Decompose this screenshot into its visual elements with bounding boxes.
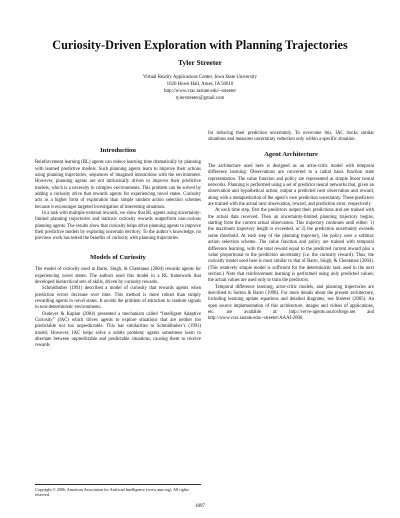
- paragraph: for reducing their prediction uncertainty. To overcome this, IAC tracks similar situations and measures uncertainty reduction only within a specific situation.: [208, 131, 374, 143]
- paragraph: In a task with multiple external rewards, we show that RL agents using uncertainty-limited planning trajectories and intrinsic curiosity rewards outperform non-curious planning agents. The results show that curiosity helps drive planning agents to improve their predictive models by exploring uncertain territory. To the author’s knowledge, no previous work has tested the benefits of curiosity with planning trajectories.: [35, 211, 201, 242]
- affiliation-url[interactable]: http://www.vrac.iastate.edu/~streeter: [164, 89, 236, 95]
- author-name: Tyler Streeter: [178, 58, 222, 67]
- section-heading-introduction: Introduction: [100, 147, 136, 154]
- affiliation-block: [0, 74, 400, 102]
- affiliation-email[interactable]: tylerstreeter@gmail.com: [175, 96, 225, 102]
- paragraph: Oudeyer & Kaplan (2004) presented a mechanism called “Intelligent Adaptive Curiosity” (IAC) which drives agents to explore situations that are neither too predictable nor too unpredictable. This has similarities to Schmidhuber’s (1991) model; However, IAC helps solve a subtle problem; agents sometimes learn to alternate between unpredictable and predictable situations, causing them to receive rewards: [35, 311, 201, 349]
- affiliation-line: 1620 Howe Hall, Ames, IA 50010: [166, 82, 234, 88]
- paragraph: Temporal difference learning, actor-critic models, and planning trajectories are described in Sutton & Barto (1998). For more details about the present architecture, including learning update equations and detailed diagrams, see Streeter (2005). An open source implementation of this architecture, images and videos of applications, etc. are available at: http://verve-agents.sourceforge.net and http://www.vrac.iastate.edu/~streeter/AAAI-2006.: [208, 284, 374, 322]
- section-heading-models: Models of Curiosity: [90, 253, 146, 261]
- affiliation-line: Virtual Reality Applications Center, Iowa State University: [142, 75, 257, 80]
- paragraph: The model of curiosity used in Barto, Singh, & Chentanez (2004) rewards agents for experiencing novel states. The authors used this model in a RL framework that developed hierarchical sets of skills, driven by curiosity rewards.: [35, 267, 201, 285]
- paragraph: Reinforcement learning (RL) agents can reduce learning time dramatically by planning with learned predictive models. Such planning agents learn to improve their actions using planning trajectories, sequences of imagined interactions with the environment. However, planning agents are not intrinsically driven to improve their predictive models, which is a necessity in complex environments. This problem can be solved by adding a curiosity drive that rewards agents for experiencing novel states. Curiosity acts as a higher form of exploration than simple random action selection schemes because it encourages targeted investigation of interesting situations.: [35, 160, 201, 210]
- paragraph: At each time step, first the predictors output their predictions and are trained with the actual data received. Then an uncertainty-limited planning trajectory begins, starting from the current actual observation. This trajectory continues until either: 1) the maximum trajectory length is exceeded, or 2) the prediction uncertainty exceeds some threshold. At each step of the planning trajectory, the policy uses a softmax action selection scheme. The value function and policy are trained with temporal difference learning, with the total reward equal to the predicted current reward plus a value proportional to the prediction uncertainty (i.e. the curiosity reward). Thus, the curiosity model used here is most similar to that of Barto, Singh, & Chentanez (2004). (This relatively simple model is sufficient for the deterministic task used in the next section.) Note that reinforcement learning is performed using only predicted values; the actual values are used only to train the predictors.: [208, 208, 374, 284]
- section-heading-architecture: Agent Architecture: [264, 150, 318, 158]
- page-number: 1897: [195, 504, 205, 509]
- paragraph: Schmidhuber (1991) described a model of curiosity that rewards agents when prediction errors decrease over time. This method is more robust than simply rewarding agents in novel states. It avoids the problem of attraction to random signals in non-deterministic environments.: [35, 286, 201, 311]
- right-column: [208, 131, 374, 323]
- paragraph: The architecture used here is designed as an actor-critic model with temporal difference learning: Observations are converted to a radial basis function state representation. The value function and policy are represented as simple linear neural networks. Planning is performed using a set of predictor neural networks that, given an observation and hypothetical action, output a predicted next observation and reward, along with a metaprediction of the agent’s own prediction uncertainty. These predictors are trained with the actual next observation, reward, and prediction error, respectively.: [208, 164, 374, 208]
- left-column: [35, 148, 201, 350]
- copyright-footnote: Copyright © 2006, American Association for Artificial Intelligence (www.aaai.org). All rights reserved.: [35, 484, 201, 497]
- paper-title: Curiosity-Driven Exploration with Planning Trajectories: [52, 38, 348, 52]
